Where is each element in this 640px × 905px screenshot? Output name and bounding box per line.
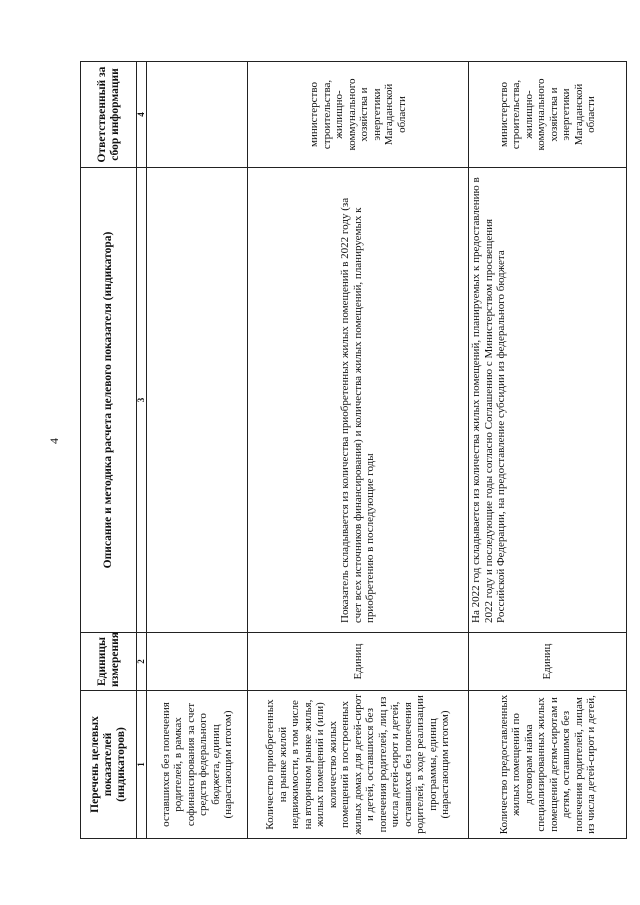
indicators-table-wrapper	[80, 62, 597, 839]
column-number: 2	[137, 633, 147, 691]
indicators-table	[80, 61, 627, 839]
unit-cell	[147, 633, 248, 691]
description-cell	[248, 168, 469, 633]
header-responsible: Ответственный за сбор информации	[81, 62, 137, 168]
column-number: 4	[137, 62, 147, 168]
indicator-cell: Количество приобретенных на рынке жилой недвижимости, в том числе на вторичном рынке жилья, жилых помещений и (или) количество жилых помещений в построенных жилых домах для детей-сирот и детей, оставшихся без попечения родителей, лиц из числа детей-сирот и детей, оставшихся без попечения родителей, в ходе реализации программы, единиц (нарастающим итогом)	[248, 691, 469, 839]
table-row	[248, 62, 469, 839]
table-row	[469, 62, 627, 839]
description-text: На 2022 год складывается из количества жилых помещений, планируемых к предоставлению в 2022 году и последующие годы согласно Соглашению с Министерством просвещения Российской Федерации, на предоставление субсидии из федерального бюджета	[470, 177, 507, 623]
table-header-row	[81, 62, 137, 839]
responsible-cell: министерство строительства, жилищно-коммунального хозяйства и энергетики Магаданской области	[469, 62, 627, 168]
description-cell	[469, 168, 627, 633]
responsible-cell: министерство строительства, жилищно-коммунального хозяйства и энергетики Магаданской области	[248, 62, 469, 168]
indicator-cell: Количество предоставленных жилых помещений по договорам найма специализированных жилых помещений детям-сиротам и детям, оставшимся без попечения родителей, лицам из числа детей-сирот и детей,	[469, 691, 627, 839]
responsible-cell	[147, 62, 248, 168]
header-indicators: Перечень целевых показателей (индикаторов)	[81, 691, 137, 839]
column-number-row	[137, 62, 147, 839]
description-cell	[147, 168, 248, 633]
page-number: 4	[47, 438, 61, 444]
column-number: 3	[137, 168, 147, 633]
column-number: 1	[137, 691, 147, 839]
rotated-table-frame	[80, 62, 597, 839]
description-text: Показатель складывается из количества приобретенных жилых помещений в 2022 году (за счет всех источников финансирования) и количества жилых помещений, планируемых к приобретению в последующие годы	[339, 197, 377, 623]
table-row	[147, 62, 248, 839]
header-description: Описание и методика расчета целевого показателя (индикатора)	[81, 168, 137, 633]
unit-cell: Единиц	[248, 633, 469, 691]
header-units: Единицы измерения	[81, 633, 137, 691]
unit-cell: Единиц	[469, 633, 627, 691]
indicator-cell: оставшихся без попечения родителей, в рамках софинансирования за счет средств федерального бюджета, единиц (нарастающим итогом)	[147, 691, 248, 839]
